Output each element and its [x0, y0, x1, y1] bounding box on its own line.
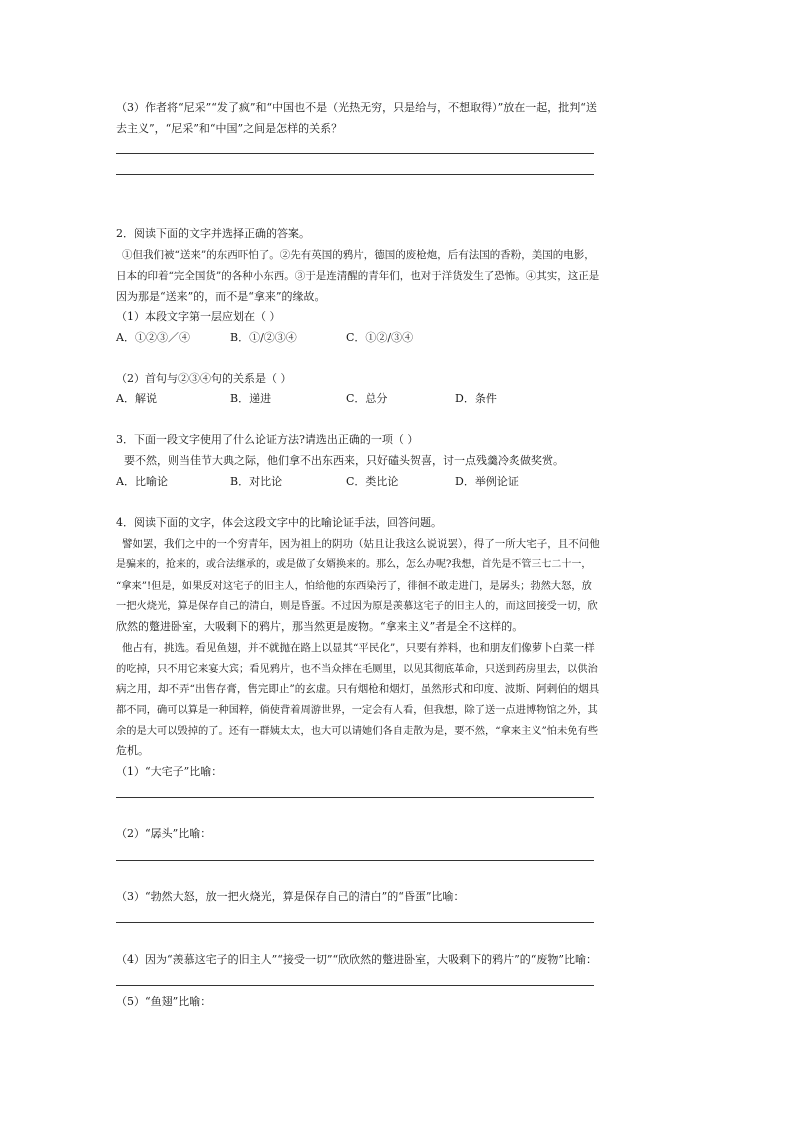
q4-passage-line: “拿来”!但是，如果反对这宅子的旧主人，怕给他的东西染污了，徘徊不敢走进门，是孱头；勃然大怒，放 — [116, 580, 592, 592]
q4-passage-line: 的吃掉，只不用它来宴大宾；看见鸦片，也不当众摔在毛厕里，以见其彻底革命，只送到药房里去，以供治 — [116, 663, 598, 675]
q3-option-d: D．举例论证 — [455, 475, 519, 488]
q2-sub1-option-b: B．①/②③④ — [230, 331, 297, 344]
q4-sub1: （1）“大宅子”比喻： — [116, 765, 223, 778]
q2-sub2: （2）首句与②③④句的关系是（ ） — [116, 372, 292, 385]
q3-passage: 要不然，则当佳节大典之际，他们拿不出东西来，只好磕头贺喜，讨一点残羹冷炙做奖赏。 — [124, 454, 564, 467]
answer-line — [116, 153, 594, 154]
q4-passage-line: 都不同，确可以算是一种国粹，倘使背着周游世界，一定会有人看，但我想，除了送一点进博物馆之外，其 — [116, 704, 598, 716]
q4-sub4: （4）因为“羡慕这宅子的旧主人”“接受一切”“欣欣然的蹩进卧室，大吸剩下的鸦片”的“废物”比喻： — [116, 953, 597, 966]
q2-sub2-option-d: D．条件 — [455, 392, 497, 405]
q4-title: 4．阅读下面的文字，体会这段文字中的比喻论证手法，回答问题。 — [116, 516, 442, 529]
q2-sub2-option-a: A．解说 — [116, 392, 157, 405]
answer-line — [116, 797, 594, 798]
q4-passage-line: 欣然的蹩进卧室，大吸剩下的鸦片，那当然更是废物。“拿来主义”者是全不这样的。 — [116, 620, 524, 633]
answer-line — [116, 174, 594, 175]
q4-passage-line: 他占有，挑选。看见鱼翅，并不就抛在路上以显其“平民化”，只要有养料，也和朋友们像萝卜白菜一样 — [122, 642, 595, 654]
q1-3-line1: （3）作者将“尼采”“发了疯”和“中国也不是（光热无穷，只是给与，不想取得）”放在一起，批判“送 — [116, 101, 597, 114]
q2-p2: 日本的印着“完全国货”的各种小东西。③于是连清醒的青年们，也对于洋货发生了恐怖。④其实，这正是 — [116, 270, 600, 282]
q4-passage-line: 余的是大可以毁掉的了。还有一群姨太太，也大可以请她们各自走散为是，要不然，“拿来主义”怕未免有些 — [116, 725, 598, 737]
q3-option-a: A．比喻论 — [116, 475, 168, 488]
q2-p1: ①但我们被“送来”的东西吓怕了。②先有英国的鸦片，德国的废枪炮，后有法国的香粉，美国的电影， — [122, 249, 595, 261]
q1-3-line2: 去主义”，“尼采”和“中国”之间是怎样的关系？ — [116, 122, 343, 135]
q4-passage-line: 危机。 — [116, 744, 149, 757]
q2-sub1-option-a: A．①②③／④ — [116, 331, 190, 344]
q2-p3: 因为那是“送来”的，而不是“拿来”的缘故。 — [116, 290, 326, 303]
answer-line — [116, 860, 594, 861]
answer-line — [116, 985, 594, 986]
answer-line — [116, 922, 594, 923]
q4-passage-line: 一把火烧光，算是保存自己的清白，则是昏蛋。不过因为原是羡慕这宅子的旧主人的，而这回接受一切，欣 — [116, 600, 598, 612]
q4-sub2: （2）“孱头”比喻： — [116, 827, 212, 840]
q3-option-b: B．对比论 — [230, 475, 283, 488]
q3-title: 3．下面一段文字使用了什么论证方法?请选出正确的一项（ ） — [116, 433, 419, 446]
q4-sub3: （3）“勃然大怒，放一把火烧光，算是保存自己的清白”的“昏蛋”比喻： — [116, 890, 465, 903]
q2-sub1-option-c: C．①②/③④ — [346, 331, 414, 344]
q4-passage-line: 是骗来的，抢来的，或合法继承的，或是做了女婿换来的。那么，怎么办呢?我想，首先是不管三七二十一， — [116, 559, 592, 570]
q2-sub1: （1）本段文字第一层应划在（ ） — [116, 310, 281, 323]
q4-passage-line: 譬如罢，我们之中的一个穷青年，因为祖上的阴功（姑且让我这么说说罢），得了一所大宅子，且不问他 — [122, 538, 600, 550]
q4-passage-line: 病之用，却不弄“出售存膏，售完即止”的玄虚。只有烟枪和烟灯，虽然形式和印度、波斯、阿剌伯的烟具 — [116, 683, 600, 695]
q2-sub2-option-c: C．总分 — [346, 392, 388, 405]
q4-sub5: （5）“鱼翅”比喻： — [116, 995, 212, 1008]
q3-option-c: C．类比论 — [346, 475, 399, 488]
q2-sub2-option-b: B．递进 — [230, 392, 272, 405]
q2-title: 2．阅读下面的文字并选择正确的答案。 — [116, 227, 310, 240]
